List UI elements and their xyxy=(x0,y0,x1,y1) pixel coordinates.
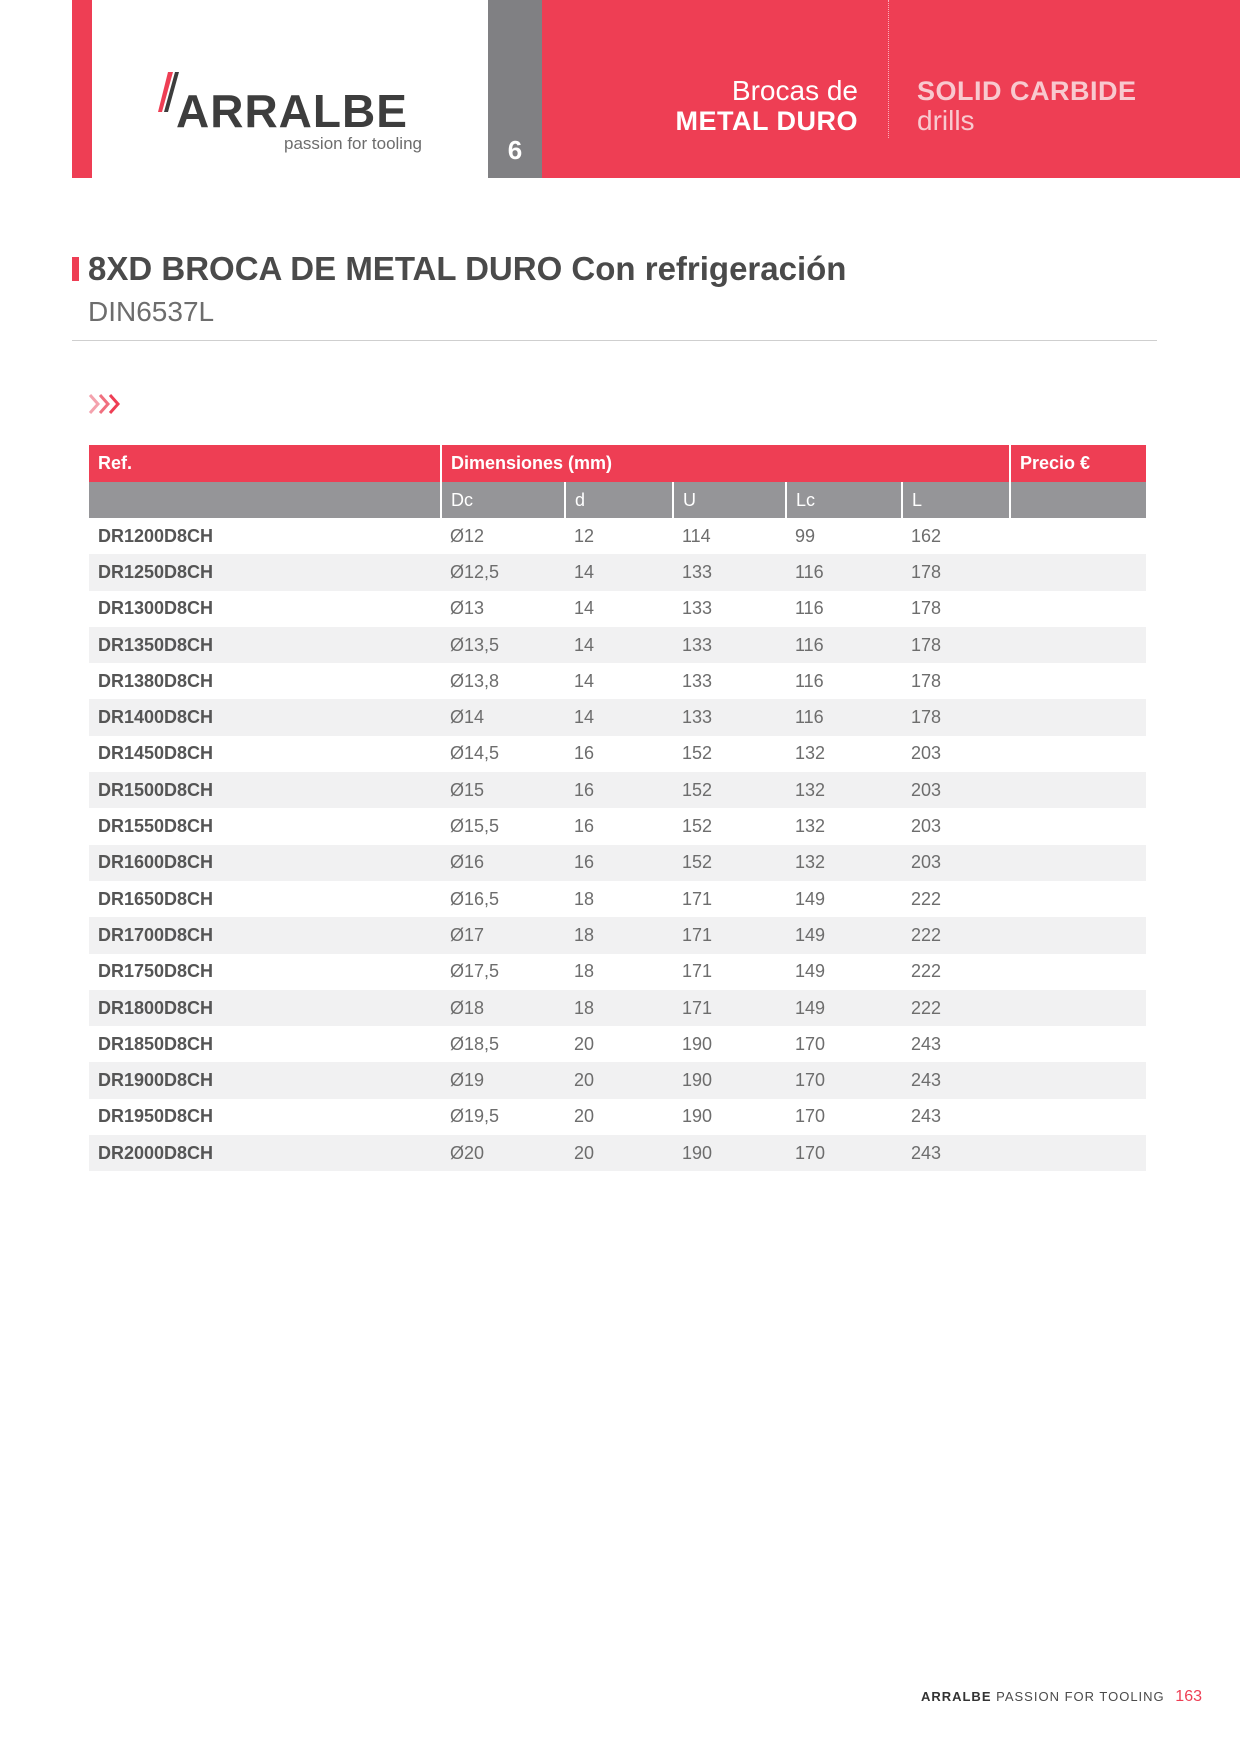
cell-dc: Ø17 xyxy=(441,917,565,953)
cell-lc: 132 xyxy=(786,845,902,881)
table-row[interactable] xyxy=(89,1099,1146,1135)
cell-ref: DR1700D8CH xyxy=(89,917,441,953)
cell-l: 178 xyxy=(902,554,1010,590)
table-row[interactable] xyxy=(89,1062,1146,1098)
cell-ref: DR1350D8CH xyxy=(89,627,441,663)
cell-u: 133 xyxy=(673,699,786,735)
cell-price xyxy=(1010,1135,1146,1171)
cell-ref: DR1800D8CH xyxy=(89,990,441,1026)
cell-dc: Ø18 xyxy=(441,990,565,1026)
section-title-en-line1: SOLID CARBIDE xyxy=(917,76,1137,106)
cell-u: 152 xyxy=(682,743,713,764)
cell-price xyxy=(1010,554,1146,590)
cell-ref: DR1300D8CH xyxy=(98,598,214,619)
cell-dc: Ø16 xyxy=(441,845,565,881)
table-row[interactable] xyxy=(89,1026,1146,1062)
cell-ref: DR1550D8CH xyxy=(98,816,214,837)
cell-lc: 170 xyxy=(786,1135,902,1171)
cell-lc: 149 xyxy=(786,917,902,953)
cell-dc: Ø15,5 xyxy=(450,816,500,837)
table-row[interactable] xyxy=(89,1135,1146,1171)
triple-chevron-icon xyxy=(88,392,124,416)
cell-u: 152 xyxy=(673,772,786,808)
subheader-d: d xyxy=(565,482,673,518)
logo-tagline: passion for tooling xyxy=(284,134,422,153)
cell-lc: 99 xyxy=(795,525,816,546)
cell-lc: 116 xyxy=(795,598,824,619)
cell-ref: DR1400D8CH xyxy=(89,699,441,735)
cell-dc: Ø13 xyxy=(450,598,485,619)
cell-d: 14 xyxy=(574,598,595,619)
cell-dc: Ø12,5 xyxy=(441,554,565,590)
cell-dc: Ø15 xyxy=(441,772,565,808)
cell-u: 133 xyxy=(673,554,786,590)
cell-ref: DR1600D8CH xyxy=(89,845,441,881)
section-tab[interactable] xyxy=(488,0,542,178)
cell-d: 14 xyxy=(565,554,673,590)
cell-l: 178 xyxy=(902,699,1010,735)
cell-d: 14 xyxy=(565,699,673,735)
cell-u: 171 xyxy=(673,990,786,1026)
cell-lc: 116 xyxy=(786,627,902,663)
cell-ref: DR2000D8CH xyxy=(89,1135,441,1171)
cell-price xyxy=(1010,663,1146,699)
cell-ref: DR1250D8CH xyxy=(89,554,441,590)
cell-l: 203 xyxy=(902,772,1010,808)
cell-u: 171 xyxy=(682,961,713,982)
cell-u: 152 xyxy=(682,816,713,837)
brand-logo[interactable] xyxy=(158,70,428,160)
cell-l: 162 xyxy=(911,525,942,546)
cell-u: 171 xyxy=(673,917,786,953)
table-row[interactable] xyxy=(89,699,1146,735)
cell-d: 12 xyxy=(574,525,595,546)
page-title: 8XD BROCA DE METAL DURO Con refrigeración xyxy=(88,250,847,287)
cell-ref: DR1900D8CH xyxy=(89,1062,441,1098)
subheader-lc: Lc xyxy=(786,482,902,518)
page-footer xyxy=(921,1688,1202,1706)
cell-dc: Ø18,5 xyxy=(450,1033,500,1054)
table-row[interactable] xyxy=(89,518,1146,554)
cell-d: 18 xyxy=(565,917,673,953)
section-title-en xyxy=(917,76,1137,136)
cell-u: 133 xyxy=(682,670,713,691)
cell-d: 16 xyxy=(565,772,673,808)
cell-d: 20 xyxy=(565,1135,673,1171)
cell-l: 243 xyxy=(902,1135,1010,1171)
cell-lc: 132 xyxy=(795,743,826,764)
cell-u: 133 xyxy=(682,598,713,619)
cell-l: 243 xyxy=(911,1033,942,1054)
cell-dc: Ø13,8 xyxy=(450,670,500,691)
cell-lc: 132 xyxy=(786,772,902,808)
col-header-price: Precio € xyxy=(1010,445,1146,482)
page-number: 163 xyxy=(1175,1688,1202,1705)
cell-lc: 149 xyxy=(795,888,826,909)
cell-d: 20 xyxy=(565,1062,673,1098)
cell-u: 171 xyxy=(682,888,713,909)
cell-l: 203 xyxy=(902,845,1010,881)
footer-brand: ARRALBE xyxy=(920,1689,992,1704)
cell-d: 16 xyxy=(574,816,595,837)
cell-ref: DR1850D8CH xyxy=(98,1033,214,1054)
cell-u: 190 xyxy=(673,1062,786,1098)
cell-lc: 170 xyxy=(795,1106,826,1127)
cell-dc: Ø19 xyxy=(441,1062,565,1098)
cell-price xyxy=(1010,954,1146,990)
cell-d: 14 xyxy=(574,670,595,691)
table-row[interactable] xyxy=(89,917,1146,953)
section-number: 6 xyxy=(507,135,523,165)
table-row[interactable] xyxy=(89,736,1146,772)
cell-price xyxy=(1010,917,1146,953)
cell-l: 203 xyxy=(911,816,942,837)
cell-u: 190 xyxy=(682,1033,713,1054)
cell-price xyxy=(1010,1026,1146,1062)
section-title-en-line2: drills xyxy=(917,105,975,136)
cell-l: 178 xyxy=(911,670,942,691)
subheader-dc: Dc xyxy=(441,482,565,518)
cell-price xyxy=(1010,772,1146,808)
cell-ref: DR1650D8CH xyxy=(98,888,214,909)
cell-u: 152 xyxy=(673,845,786,881)
cell-price xyxy=(1010,591,1146,627)
table-row[interactable] xyxy=(89,627,1146,663)
cell-l: 178 xyxy=(902,627,1010,663)
cell-lc: 149 xyxy=(795,961,826,982)
cell-price xyxy=(1010,1099,1146,1135)
cell-l: 243 xyxy=(902,1062,1010,1098)
cell-price xyxy=(1010,1062,1146,1098)
cell-ref: DR1450D8CH xyxy=(98,743,214,764)
cell-d: 18 xyxy=(574,961,595,982)
cell-l: 222 xyxy=(902,917,1010,953)
cell-l: 243 xyxy=(911,1106,942,1127)
subheader-l: L xyxy=(902,482,1010,518)
cell-lc: 170 xyxy=(795,1033,826,1054)
cell-ref: DR1500D8CH xyxy=(89,772,441,808)
cell-dc: Ø14,5 xyxy=(450,743,500,764)
logo-wordmark: ARRALBE xyxy=(176,85,408,137)
table-row[interactable] xyxy=(89,663,1146,699)
product-table xyxy=(89,445,1146,1171)
cell-price xyxy=(1010,808,1146,844)
page-subtitle: DIN6537L xyxy=(88,296,215,327)
cell-price xyxy=(1010,699,1146,735)
cell-dc: Ø20 xyxy=(441,1135,565,1171)
cell-price xyxy=(1010,990,1146,1026)
cell-ref: DR1750D8CH xyxy=(98,961,214,982)
col-header-ref: Ref. xyxy=(89,445,441,482)
cell-lc: 149 xyxy=(786,990,902,1026)
cell-dc: Ø14 xyxy=(441,699,565,735)
table-row[interactable] xyxy=(89,591,1146,627)
cell-price xyxy=(1010,736,1146,772)
table-row[interactable] xyxy=(89,554,1146,590)
cell-dc: Ø16,5 xyxy=(450,888,500,909)
cell-price xyxy=(1010,518,1146,554)
cell-d: 18 xyxy=(565,990,673,1026)
cell-u: 190 xyxy=(682,1106,713,1127)
cell-l: 222 xyxy=(911,888,942,909)
cell-d: 18 xyxy=(574,888,595,909)
table-row[interactable] xyxy=(89,772,1146,808)
table-row[interactable] xyxy=(89,881,1146,917)
cell-u: 190 xyxy=(673,1135,786,1171)
table-row[interactable] xyxy=(89,954,1146,990)
cell-lc: 132 xyxy=(795,816,826,837)
cell-ref: DR1380D8CH xyxy=(98,670,214,691)
cell-d: 20 xyxy=(574,1033,595,1054)
subheader-empty xyxy=(89,482,441,518)
cell-dc: Ø19,5 xyxy=(450,1106,500,1127)
section-title-es xyxy=(676,76,859,136)
cell-dc: Ø17,5 xyxy=(450,961,500,982)
table-row[interactable] xyxy=(89,808,1146,844)
footer-tagline: PASSION FOR TOOLING xyxy=(996,1689,1165,1704)
cell-l: 203 xyxy=(911,743,942,764)
header-accent-bar xyxy=(72,0,92,178)
col-header-dimensions: Dimensiones (mm) xyxy=(441,445,1010,482)
section-title-es-line2: METAL DURO xyxy=(675,106,858,136)
cell-d: 16 xyxy=(574,743,595,764)
cell-lc: 116 xyxy=(795,670,824,691)
cell-d: 16 xyxy=(565,845,673,881)
cell-lc: 116 xyxy=(786,699,902,735)
cell-price xyxy=(1010,845,1146,881)
table-body xyxy=(89,518,1146,1171)
cell-dc: Ø12 xyxy=(450,525,485,546)
cell-u: 133 xyxy=(673,627,786,663)
section-title-es-line1: Brocas de xyxy=(731,75,858,106)
subheader-u: U xyxy=(673,482,786,518)
cell-d: 14 xyxy=(565,627,673,663)
cell-l: 222 xyxy=(902,990,1010,1026)
cell-lc: 116 xyxy=(786,554,902,590)
table-row[interactable] xyxy=(89,845,1146,881)
cell-ref: DR1950D8CH xyxy=(98,1106,214,1127)
cell-l: 222 xyxy=(911,961,942,982)
cell-ref: DR1200D8CH xyxy=(98,525,214,546)
title-marker xyxy=(72,257,79,281)
cell-u: 114 xyxy=(682,525,711,546)
title-divider xyxy=(72,340,1157,341)
cell-price xyxy=(1010,627,1146,663)
table-row[interactable] xyxy=(89,990,1146,1026)
subheader-price-empty xyxy=(1010,482,1146,518)
cell-lc: 170 xyxy=(786,1062,902,1098)
cell-d: 20 xyxy=(574,1106,595,1127)
header-divider xyxy=(888,0,889,138)
cell-price xyxy=(1010,881,1146,917)
cell-l: 178 xyxy=(911,598,942,619)
cell-dc: Ø13,5 xyxy=(441,627,565,663)
